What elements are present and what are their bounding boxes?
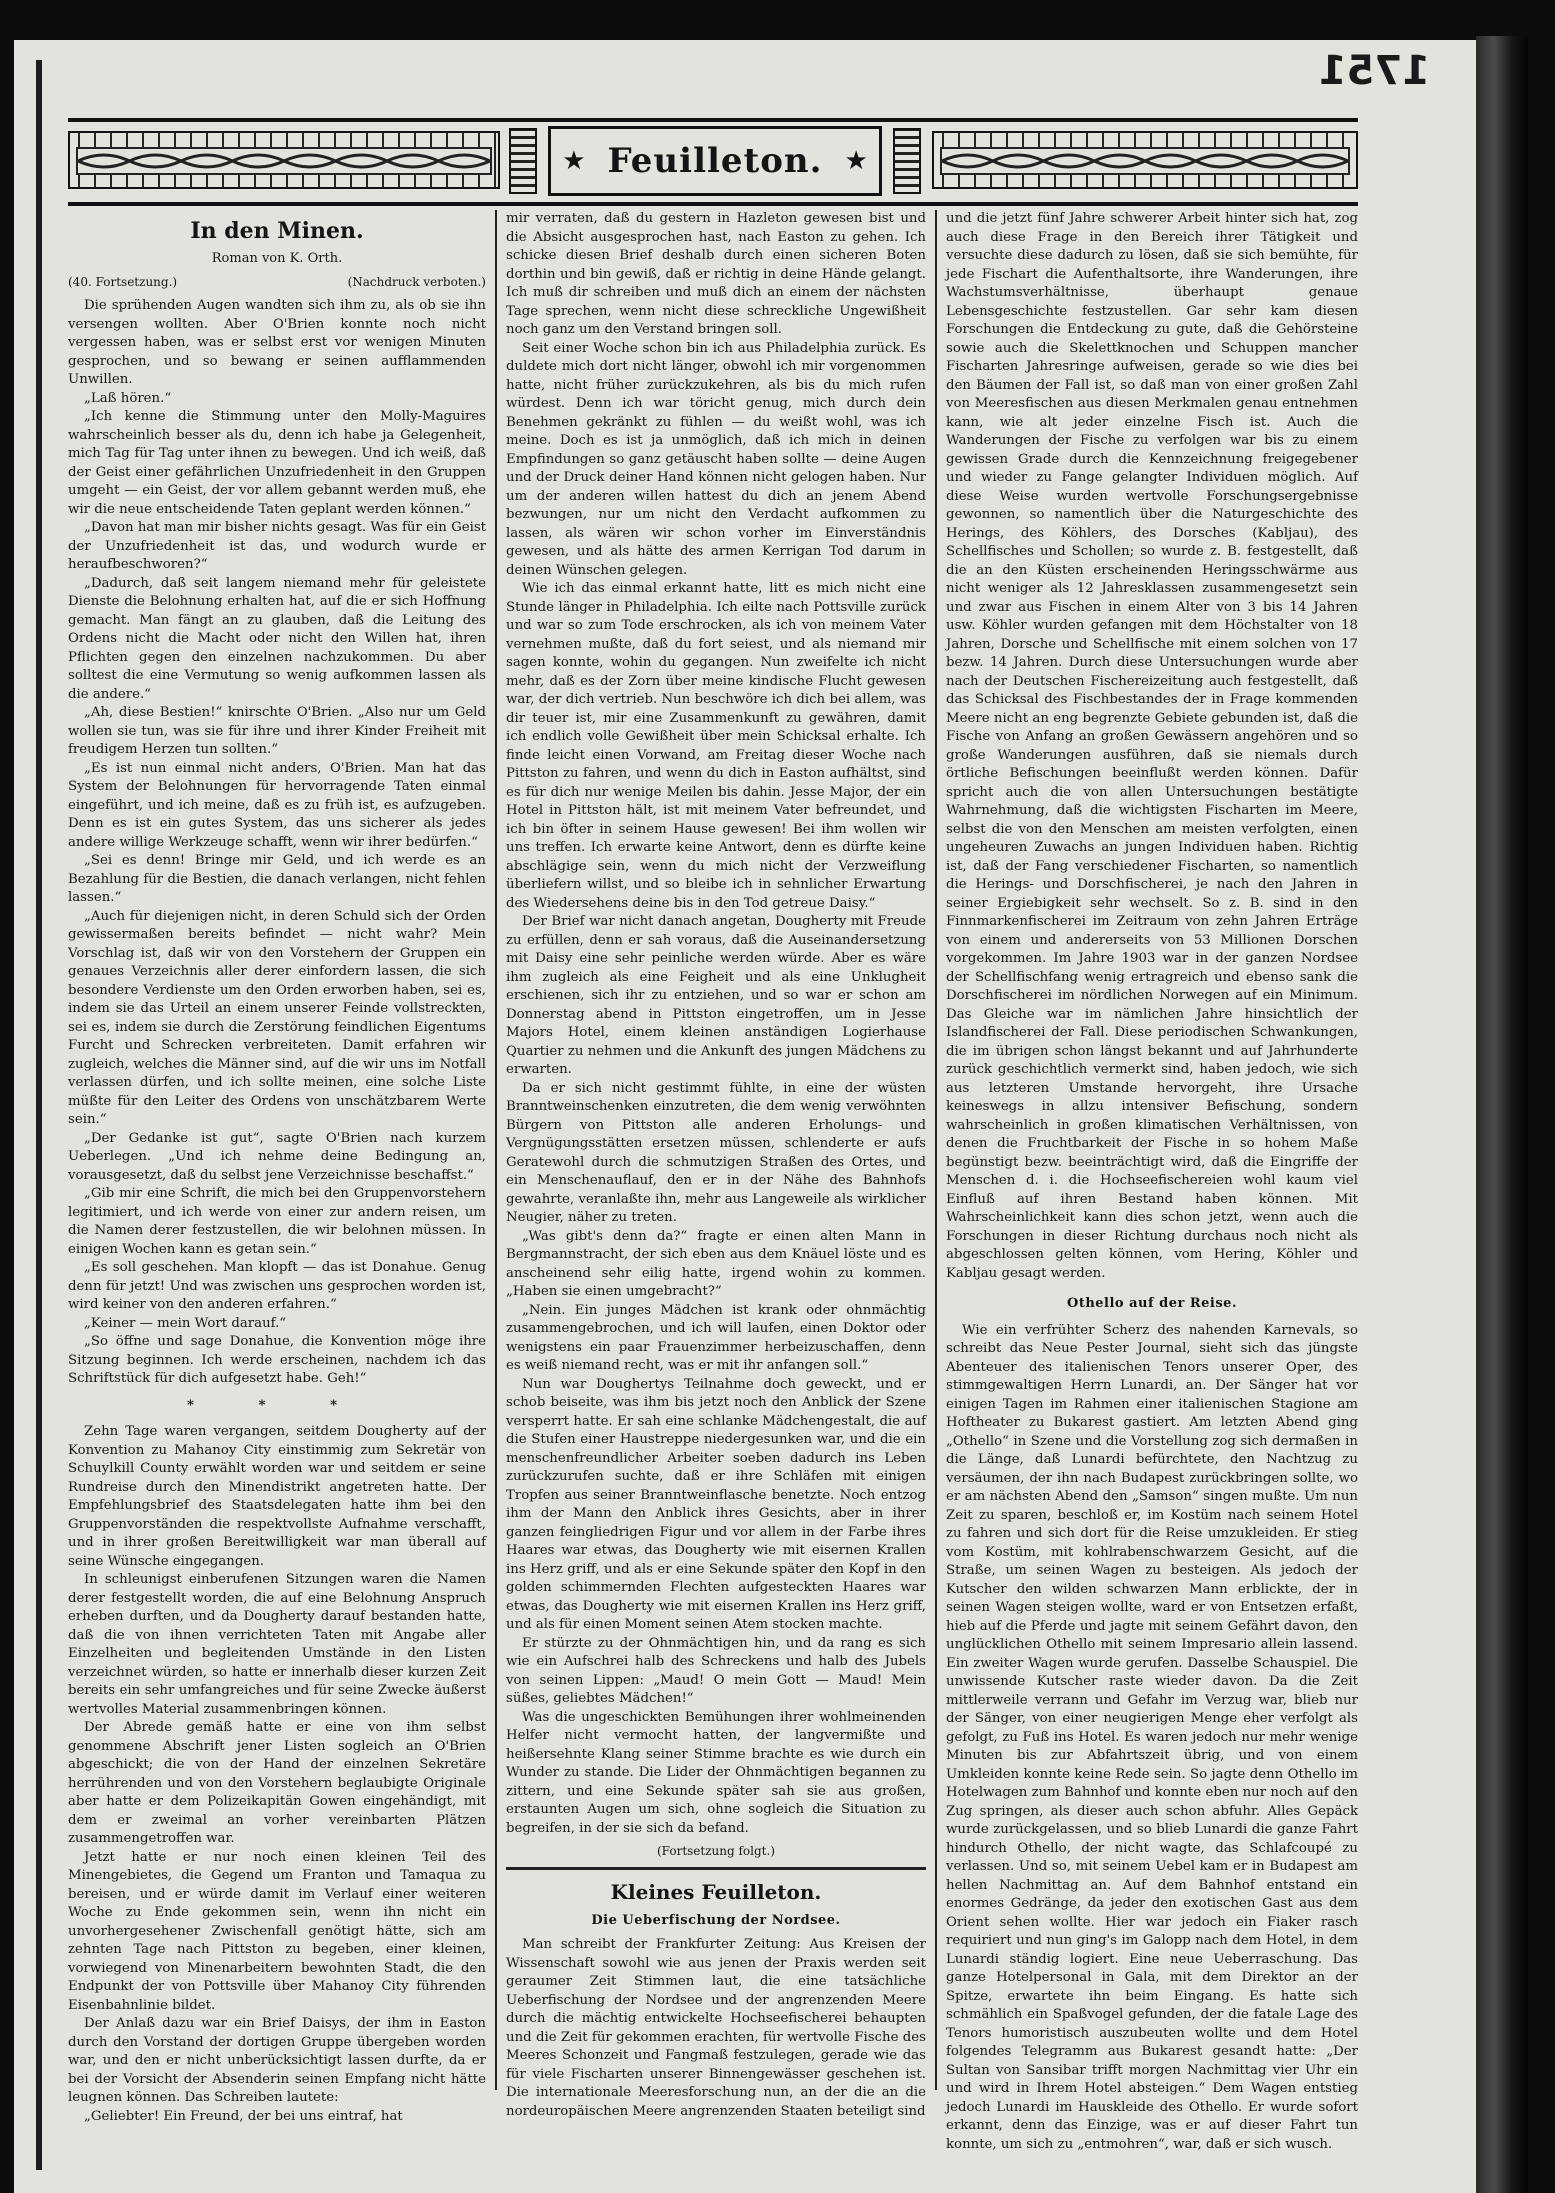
paragraph: Wie ein verfrühter Scherz des nahenden Karnevals, so schreibt das Neue Pester Journal, sieht sich das jüngste Abenteuer des italienischen Tenors unserer Oper, des stimmgewaltigen Herrn Lunardi, an. Der Sänger hat vor einigen Tagen im Rahmen einer italienischen Stagione am Hoftheater zu Bukarest gastiert. Am letzten Abend ging „Othello“ in Szene und die Vorstellung zog sich dermaßen in die Länge, daß Lunardi befürchtete, den Nachtzug zu versäumen, der ihn nach Budapest zurückbringen sollte, wo er am nächsten Abend den „Samson“ singen mußte. Um nun Zeit zu sparen, beschloß er, im Kostüm nach seinem Hotel zu fahren und sich dort für die Reise umzukleiden. Er stieg vom Kostüm, mit kohlrabenschwarzem Gesicht, auf die Straße, um seinen Wagen zu besteigen. Als jedoch der Kutscher den wilden schwarzen Mann erblickte, der in seinen Wagen steigen wollte, ward er von Entsetzen erfaßt, hieb auf die Pferde und jagte mit seinem Gefährt davon, den unglücklichen Othello mit seinem Impresario allein lassend. Ein zweiter Wagen wurde gerufen. Dasselbe Schauspiel. Die unwissende Kutscher raste wieder davon. Da die Zeit mittlerweile verrann und Gefahr im Verzug war, blieb nur der Sänger, von einer neugierigen Menge eher verfolgt als gefolgt, zu Fuß ins Hotel. Es waren jedoch nur mehr wenige Minuten bis zur Abfahrtszeit übrig, und von einem Umkleiden konnte keine Rede sein. So jagte denn Othello im Hotelwagen zum Bahnhof und konnte eben nur noch auf den Zug springen, als dieser auch schon abfuhr. Alles Gepäck wurde zurückgelassen, und so blieb Lunardi die ganze Fahrt hindurch Othello, der nicht wagte, das Schlafcoupé zu verlassen. Und so, mit seinem Uebel kam er in Budapest am hellen Nachmittag an. Auf dem Bahnhof entstand ein enormes Gedränge, da jeder den exotischen Gast aus dem Orient sehen wollte. Hier war jedoch ein Fiaker rasch requiriert und nun ging's im Galopp nach dem Hotel, in dem Lunardi ständig logiert. Eine neue Ueberraschung. Das ganze Hotelpersonal in Gala, mit dem Direktor an der Spitze, erwartete ihn beim Eingang. Es hatte sich schmählich ein Spaßvogel gefunden, der die fatale Lage des Tenors humoristisch auszubeuten wollte und dem Hotel folgendes Telegramm aus Bukarest gesandt hatte: „Der Sultan von Sansibar trifft morgen Nachmittag vier Uhr ein und wird in Ihrem Hotel absteigen.“ Dem Wagen entstieg jedoch Lunardi im Hauskleide des Othello. Er wurde sofort erkannt, denn das Einzige, was er auf dieser Fahrt tun konnte, um sich zu „entmohren“, war, daß er sich wusch. <box>946 1322 1358 2152</box>
paragraph: Man schreibt der Frankfurter Zeitung: Aus Kreisen der Wissenschaft sowohl wie aus jenen der Praxis werden seit geraumer Zeit Stimmen laut, die eine tatsächliche Ueberfischung der Nordsee und der angrenzenden Meere durch die mächtig entwickelte Hochseefischerei behaupten und die Zeit für gekommen erachten, für wertvolle Fische des Meeres Schonzeit und Fangmaß festzulegen, gerade wie das für viele Fischarten unserer Binnengewässer geschehen ist. Die internationale Meeresforschung nun, an der die an die nordeuropäischen Meere angrenzenden Staaten beteiligt sind <box>506 1937 926 2119</box>
star-icon: ★ <box>844 146 868 176</box>
paragraph: Was die ungeschickten Bemühungen ihrer wohlmeinenden Helfer nicht vermocht hatten, der langvermißte und heißersehnte Klang seiner Stimme brachte es wie durch ein Wunder zu stande. Die Lider der Ohnmächtigen begannen zu zittern, und eine Sekunde später sah sie aus großen, erstaunten Augen um sich, ohne sogleich die Situation zu begreifen, in der sie sich da befand. <box>506 1709 926 1836</box>
story-notes <box>68 273 486 292</box>
paragraph: und die jetzt fünf Jahre schwerer Arbeit hinter sich hat, zog auch diese Frage in den Bereich ihrer Tätigkeit und versuchte diese dadurch zu lösen, daß sie sich bemühte, für jede Fischart die Aufenthaltsorte, ihre Wanderungen, ihre Wachstumsverhältnisse, überhaupt genaue Lebensgeschichte festzustellen. Gar sehr kam diesen Forschungen die Entdeckung zu gute, daß die Gehörsteine sowie auch die Skelettknochen und Schuppen mancher Fischarten Jahresringe aufweisen, gerade so wie dies bei den Bäumen der Fall ist, so daß man von einer großen Zahl von Meeresfischen aus diesen Merkmalen genau entnehmen kann, wie alt jeder einzelne Fisch ist. Auch die Wanderungen der Fische zu verfolgen war bis zu einem gewissen Grade durch die Kennzeichnung freigegebener und wieder zu Fange gelangter Individuen möglich. Auf diese Weise wurden wertvolle Forschungsergebnisse gewonnen, so namentlich über die Naturgeschichte des Herings, des Köhlers, des Dorsches (Kabljau), des Schellfisches und Schollen; so wurde z. B. festgestellt, daß die an den Küsten erscheinenden Heringsschwärme aus nicht weniger als 12 Jahresklassen zusammengesetzt sein und zwar aus Fischen in einem Alter von 3 bis 14 Jahren usw. Köhler wurden gefangen mit dem Höchstalter von 18 Jahren, Dorsche und Schellfische mit einem solchen von 17 bezw. 14 Jahren. Durch diese Untersuchungen wurde aber nach der Deutschen Fischereizeitung auch festgestellt, daß das Schicksal des Fischbestandes der in Frage kommenden Meere nicht an eng begrenzte Gebiete gebunden ist, daß die Fische von Anfang an großen Gewässern angehören und so große Wanderungen ausführen, daß sie niemals durch örtliche Befischungen beeinflußt werden können. Dafür spricht auch die von allen Untersuchungen bestätigte Wahrnehmung, daß die wichtigsten Fischarten im Meere, selbst die von den Menschen am meisten verfolgten, einen ungeheuren Zuwachs an jungen Individuen haben. Richtig ist, daß der Fang verschiedener Fischarten, so namentlich die Herings- und Dorschfischerei, je nach den Jahren in seiner Ergiebigkeit sehr wechselt. So z. B. sind in den Finnmarkenfischerei im Zeitraum von zehn Jahren Erträge von einem und andererseits von 53 Millionen Dorschen vorgekommen. Im Jahre 1903 war in der ganzen Nordsee der Schellfischfang wenig ertragreich und ebenso sank die Dorschfischerei im nördlichen Norwegen auf ein Minimum. Das Gleiche war im nämlichen Jahre hinsichtlich der Islandfischerei der Fall. Diese periodischen Schwankungen, die im übrigen schon längst bekannt und auf Jahrhunderte zurück geschichtlich vermerkt sind, haben jedoch, wie sich aus letzteren Umstande hervorgeht, ihre Ursache keineswegs in allzu intensiver Befischung, sondern wahrscheinlich in großen klimatischen Verhältnissen, von denen die Fruchtbarkeit der Fische in so hohem Maße begünstigt bezw. beeinträchtigt wird, daß die Eingriffe der Menschen d. i. die Hochseefischereien wohl kaum viel Einfluß auf ihren Bestand haben können. Mit Wahrscheinlichkeit kann dies schon jetzt, wenn auch die Forschungen in dieser Richtung durchaus noch nicht als abgeschlossen gelten können, vom Hering, Köhler und Kabljau gesagt werden. <box>946 211 1358 1281</box>
paragraph: „Ah, diese Bestien!“ knirschte O'Brien. „Also nur um Geld wollen sie tun, was sie für ihre und ihrer Kinder Freiheit mit freudigem Herzen tun sollten.“ <box>68 705 486 757</box>
paragraph: „Gib mir eine Schrift, die mich bei den Gruppenvorstehern legitimiert, und ich werde von einer zur andern reisen, um die Namen derer festzustellen, die wir belohnen müssen. In einigen Wochen kann es getan sein.“ <box>68 1186 486 1257</box>
paragraph: „Nein. Ein junges Mädchen ist krank oder ohnmächtig zusammengebrochen, und ich will laufen, einen Doktor oder wenigstens ein paar Frauenzimmer herbeizuschaffen, denn es weiß niemand recht, was er mit ihr anfangen soll.“ <box>506 1302 926 1373</box>
column-1 <box>68 210 486 2126</box>
story-byline: Roman von K. Orth. <box>211 251 343 266</box>
paragraph: Der Anlaß dazu war ein Brief Daisys, der ihm in Easton durch den Vorstand der dortigen Gruppe übergeben worden war, und den er nicht unberücksichtigt lassen durfte, da er bei der Vorsicht der Absenderin seinen Empfang nicht hätte leugnen können. Das Schreiben lautete: <box>68 2016 486 2105</box>
paragraph: „Auch für diejenigen nicht, in deren Schuld sich der Orden gewissermaßen bereits befindet — nicht wahr? Mein Vorschlag ist, daß wir von den Vorstehern der Gruppen ein genaues Verzeichnis aller derer einfordern lassen, die sich besondere Verdienste um den Orden erworben haben, sei es, indem sie das Urteil an einem unserer Feinde vollstreckten, sei es, indem sie durch die Zerstörung feindlichen Eigentums Furcht und Schrecken verbreiteten. Damit erfahren wir zugleich, welches die Männer sind, auf die wir uns im Notfall verlassen dürfen, und ich sollte meinen, eine solche Liste müßte für den Leiter des Ordens von unschätzbarem Werte sein.“ <box>68 908 486 1127</box>
paragraph: Der Brief war nicht danach angetan, Dougherty mit Freude zu erfüllen, denn er sah voraus, daß die Auseinandersetzung mit Daisy eine sehr peinliche werden würde. Aber es wäre ihm zugleich als eine Feigheit und als eine Unklugheit erschienen, sich ihr zu entziehen, und so war er schon am Donnerstag abend in Pittston eingetroffen, um in Jesse Majors Hotel, einem kleinen anständigen Logierhause Quartier zu nehmen und die Ankunft des jungen Mädchens zu erwarten. <box>506 914 926 1077</box>
page-gutter <box>36 60 42 2170</box>
section-title: Kleines Feuilleton. <box>610 1879 822 1904</box>
page-title: Feuilleton. <box>607 141 823 181</box>
article-title: Othello auf der Reise. <box>1067 1296 1237 1311</box>
paragraph: „Der Gedanke ist gut“, sagte O'Brien nach kurzem Ueberlegen. „Und ich nehme deine Bedingung an, vorausgesetzt, daß du selbst jene Verzeichnisse beschaffst.“ <box>68 1130 486 1183</box>
paragraph: „Davon hat man mir bisher nichts gesagt. Was für ein Geist der Unzufriedenheit ist das, und wodurch wurde er heraufbeschworen?“ <box>68 520 486 572</box>
paragraph: „Geliebter! Ein Freund, der bei uns eintraf, hat <box>84 2108 403 2124</box>
paragraph: „Sei es denn! Bringe mir Geld, und ich werde es an Bezahlung für die Bestien, die danach verlangen, nicht fehlen lassen.“ <box>68 853 486 905</box>
paragraph: Wie ich das einmal erkannt hatte, litt es mich nicht eine Stunde länger in Philadelphia. Ich eilte nach Pottsville zurück und war so zum Tode erschrocken, als ich von meinem Vater vernehmen mußte, daß du fort seiest, und als niemand mir sagen konnte, wohin du gegangen. Nun zweifelte ich nicht mehr, daß es der Zorn über meine kindische Flucht gewesen war, der dich vertrieb. Nun beschwöre ich dich bei allem, was dir teuer ist, mir eine Zusammenkunft zu gewähren, damit ich endlich volle Gewißheit über mein Schicksal erhalte. Ich finde leicht einen Vorwand, am Freitag dieser Woche nach Pittston zu fahren, und wenn du dich in Easton aufhältst, sind es für dich nur wenige Meilen bis dahin. Jesse Major, der ein Hotel in Pittston hält, ist mit meinem Vater befreundet, und ich bin öfter in seinem Hause gewesen! Bei ihm wollen wir uns treffen. Ich erwarte keine Antwort, denn es dürfte keine abschlägige sein, wenn du mich nicht der Verzweiflung überliefern willst, und so bleibe ich in sehnlicher Erwartung des Wiedersehens deine bis in den Tod getreue Daisy.“ <box>506 581 926 911</box>
column-2 <box>506 210 926 2121</box>
paragraph: Der Abrede gemäß hatte er eine von ihm selbst genommene Abschrift jener Listen sogleich an O'Brien abgeschickt; die von der Hand der einzelnen Sekretäre herrührenden und von den Vorstehern beglaubigte Originale aber hatte er dem Polizeikapitän Gowen eingehändigt, mit dem er zweimal an vorher vereinbarten Plätzen zusammengetroffen war. <box>68 1720 486 1846</box>
installment-note: (40. Fortsetzung.) <box>68 274 178 289</box>
section-divider <box>506 1867 926 1870</box>
paragraph: „Es soll geschehen. Man klopft — das ist Donahue. Genug denn für jetzt! Und was zwischen uns gesprochen worden ist, wird keiner von den anderen erfahren.“ <box>68 1260 486 1312</box>
paragraph: Nun war Doughertys Teilnahme doch geweckt, und er schob beiseite, was ihm bis jetzt noch den Anblick der Szene versperrt hatte. Er sah eine schlanke Mädchengestalt, die auf die Stufen einer Haustreppe niedergesunken war, und die ein menschenfreundlicher Arbeiter soeben dadurch ins Leben zurückzurufen suchte, daß er ihre Schläfen mit einigen Tropfen aus seiner Branntweinflasche benetzte. Noch entzog ihm der Mann den Anblick ihres Gesichts, aber in ihrer ganzen feingliedrigen Figur und vor allem in der Farbe ihres Haares war etwas, das Dougherty wie mit eisernen Krallen ins Herz griff, und als er eine Sekunde später den Kopf in den golden schimmernden Flechten aufgesteckten Haares war etwas, das Dougherty wie mit eisernen Krallen ins Herz griff, und als für einen Moment seinen Atem stocken machte. <box>506 1376 926 1632</box>
paragraph: „Ich kenne die Stimmung unter den Molly-Maguires wahrscheinlich besser als du, denn ich habe ja Gelegenheit, mich Tag für Tag unter ihnen zu bewegen. Und ich weiß, daß der Geist einer gefährlichen Unzufriedenheit in den Gruppen umgeht — ein Geist, der vor allem gebannt werden muß, ehe wir die neue entscheidende Taten geplant werden können.“ <box>68 409 486 517</box>
paragraph: „Keiner — mein Wort darauf.“ <box>84 1315 287 1331</box>
column-rule <box>495 210 497 2090</box>
star-icon: ★ <box>562 146 586 176</box>
ornament-post-right <box>893 128 921 194</box>
paragraph: „Dadurch, daß seit langem niemand mehr für geleistete Dienste die Belohnung erhalten hat, auf die er sich Hoffnung gemacht. Man fängt an zu glauben, daß die Leitung des Ordens nicht die Macht oder nicht den Willen hat, ihren Pflichten gegen den einzelnen nachzukommen. Du aber solltest die eine Vermutung so wenig aufkommen lassen als die andere.“ <box>68 575 486 702</box>
column-3 <box>946 210 1358 2154</box>
paragraph: mir verraten, daß du gestern in Hazleton gewesen bist und die Absicht ausgesprochen hast, nach Easton zu gehen. Ich schicke diesen Brief deshalb durch einen sicheren Boten dorthin und bin gewiß, daß er richtig in deine Hände gelangt. Ich muß dir schreiben und muß dich an einem der nächsten Tage sprechen, wenn nicht diese schreckliche Ungewißheit noch ganz um den Verstand bringen soll. <box>506 211 926 337</box>
paragraph: In schleunigst einberufenen Sitzungen waren die Namen derer festgestellt worden, die auf eine Belohnung Anspruch erheben durften, und da Dougherty darauf bestanden hatte, daß die von ihnen verrichteten Taten mit Angabe aller Einzelheiten und begleitenden Umstände in den Listen verzeichnet würden, so hatte er innerhalb dieser kurzen Zeit bereits ein sehr umfangreiches und für seine Zwecke äußerst wertvolles Material zusammenbringen können. <box>68 1572 486 1717</box>
article-title: Die Ueberfischung der Nordsee. <box>591 1912 841 1928</box>
paragraph: Da er sich nicht gestimmt fühlte, in eine der wüsten Branntweinschenken einzutreten, die dem wenig verwöhnten Bürgern von Pittston alle anderen Erholungs- und Vergnügungsstätten ersetzen müssen, schlenderte er aufs Geratewohl durch die schmutzigen Straßen des Ortes, und ein Menschenauflauf, den er in der Nähe des Bahnhofs gewahrte, veranlaßte ihn, mehr aus Langeweile als wirklicher Neugier, näher zu treten. <box>506 1080 926 1225</box>
paragraph: Seit einer Woche schon bin ich aus Philadelphia zurück. Es duldete mich dort nicht länger, obwohl ich mir vorgenommen hatte, nicht früher zurückzukehren, als bis du mich rufen würdest. Denn ich war töricht genug, mich durch dein Benehmen gekränkt zu fühlen — du weißt wohl, was ich meine. Doch es ist ja unmöglich, daß ich mich in deinen Empfindungen so ganz getäuscht haben sollte — deine Augen und der Druck deiner Hand können nicht gelogen haben. Nur um der anderen willen hattest du dich an jenem Abend bezwungen, nur um nicht den Verdacht aufkommen zu lassen, als wären wir schon vorher im Einverständnis gewesen, und als hätte des armen Kerrigan Tod darum in deinen Wünschen gelegen. <box>506 340 926 578</box>
paragraph: Er stürzte zu der Ohnmächtigen hin, und da rang es sich wie ein Aufschrei halb des Schreckens und halb des Jubels von seinen Lippen: „Maud! O mein Gott — Maud! Mein süßes, geliebtes Mädchen!“ <box>506 1635 926 1706</box>
section-separator: * * * <box>186 1397 368 1413</box>
book-edge <box>1476 36 1528 2193</box>
paragraph: „So öffne und sage Donahue, die Konvention möge ihre Sitzung beginnen. Ich werde erscheinen, nachdem ich das Schriftstück für dich aufgesetzt habe. Geh!“ <box>68 1334 486 1386</box>
paragraph: „Was gibt's denn da?“ fragte er einen alten Mann in Bergmannstracht, der sich eben aus dem Knäuel löste und es anscheinend sehr eilig hatte, irgend wohin zu kommen. „Haben sie einen umgebracht?“ <box>506 1228 926 1299</box>
feuilleton-title-box <box>548 126 882 196</box>
paragraph: Jetzt hatte er nur noch einen kleinen Teil des Minengebietes, die Gegend um Franton und Tamaqua zu bereisen, und er würde damit im Verlauf einer weiteren Woche zu Ende gekommen sein, wenn ihn nicht ein unvorhergesehener Zwischenfall genötigt hätte, sich am zehnten Tage nach Pittston zu begeben, einer kleinen, vorwiegend von Minenarbeitern bewohnten Stadt, die den Endpunkt der von Pottsville über Mahanoy City führenden Eisenbahnlinie bildet. <box>68 1849 486 2013</box>
paragraph: „Es ist nun einmal nicht anders, O'Brien. Man hat das System der Belohnungen für hervorragende Taten einmal eingeführt, und ich meine, daß es zu früh ist, es aufzugeben. Denn es ist ein gutes System, das uns sicherer als jedes andere willige Werkzeuge schafft, wenn wir ihrer bedürfen.“ <box>68 760 486 850</box>
ornament-left <box>68 131 500 189</box>
copyright-note: (Nachdruck verboten.) <box>347 274 486 289</box>
feuilleton-header <box>68 118 1358 206</box>
page-number: 1751 <box>1318 48 1430 94</box>
column-rule <box>935 210 937 2090</box>
paragraph: „Laß hören.“ <box>84 390 172 406</box>
paragraph: Zehn Tage waren vergangen, seitdem Dougherty auf der Konvention zu Mahanoy City einstimmig zum Sekretär von Schuylkill County erwählt worden war und seitdem er seine Rundreise durch den Minendistrikt angetreten hatte. Der Empfehlungsbrief des Staatsdelegaten hatte ihm bei den Gruppenvorständen die respektvollste Aufnahme verschafft, und in ihrer großen Bereitwilligkeit war man überall auf seine Wünsche eingegangen. <box>68 1424 486 1569</box>
ornament-post-left <box>509 128 537 194</box>
paragraph: Die sprühenden Augen wandten sich ihm zu, als ob sie ihn versengen wollten. Aber O'Brien konnte noch nicht vergessen haben, was er selbst erst vor wenigen Minuten gesprochen, und so bewang er seinen aufflammenden Unwillen. <box>68 298 486 387</box>
story-title: In den Minen. <box>190 218 364 244</box>
continuation-note: (Fortsetzung folgt.) <box>657 1844 775 1858</box>
ornament-right <box>932 131 1358 189</box>
